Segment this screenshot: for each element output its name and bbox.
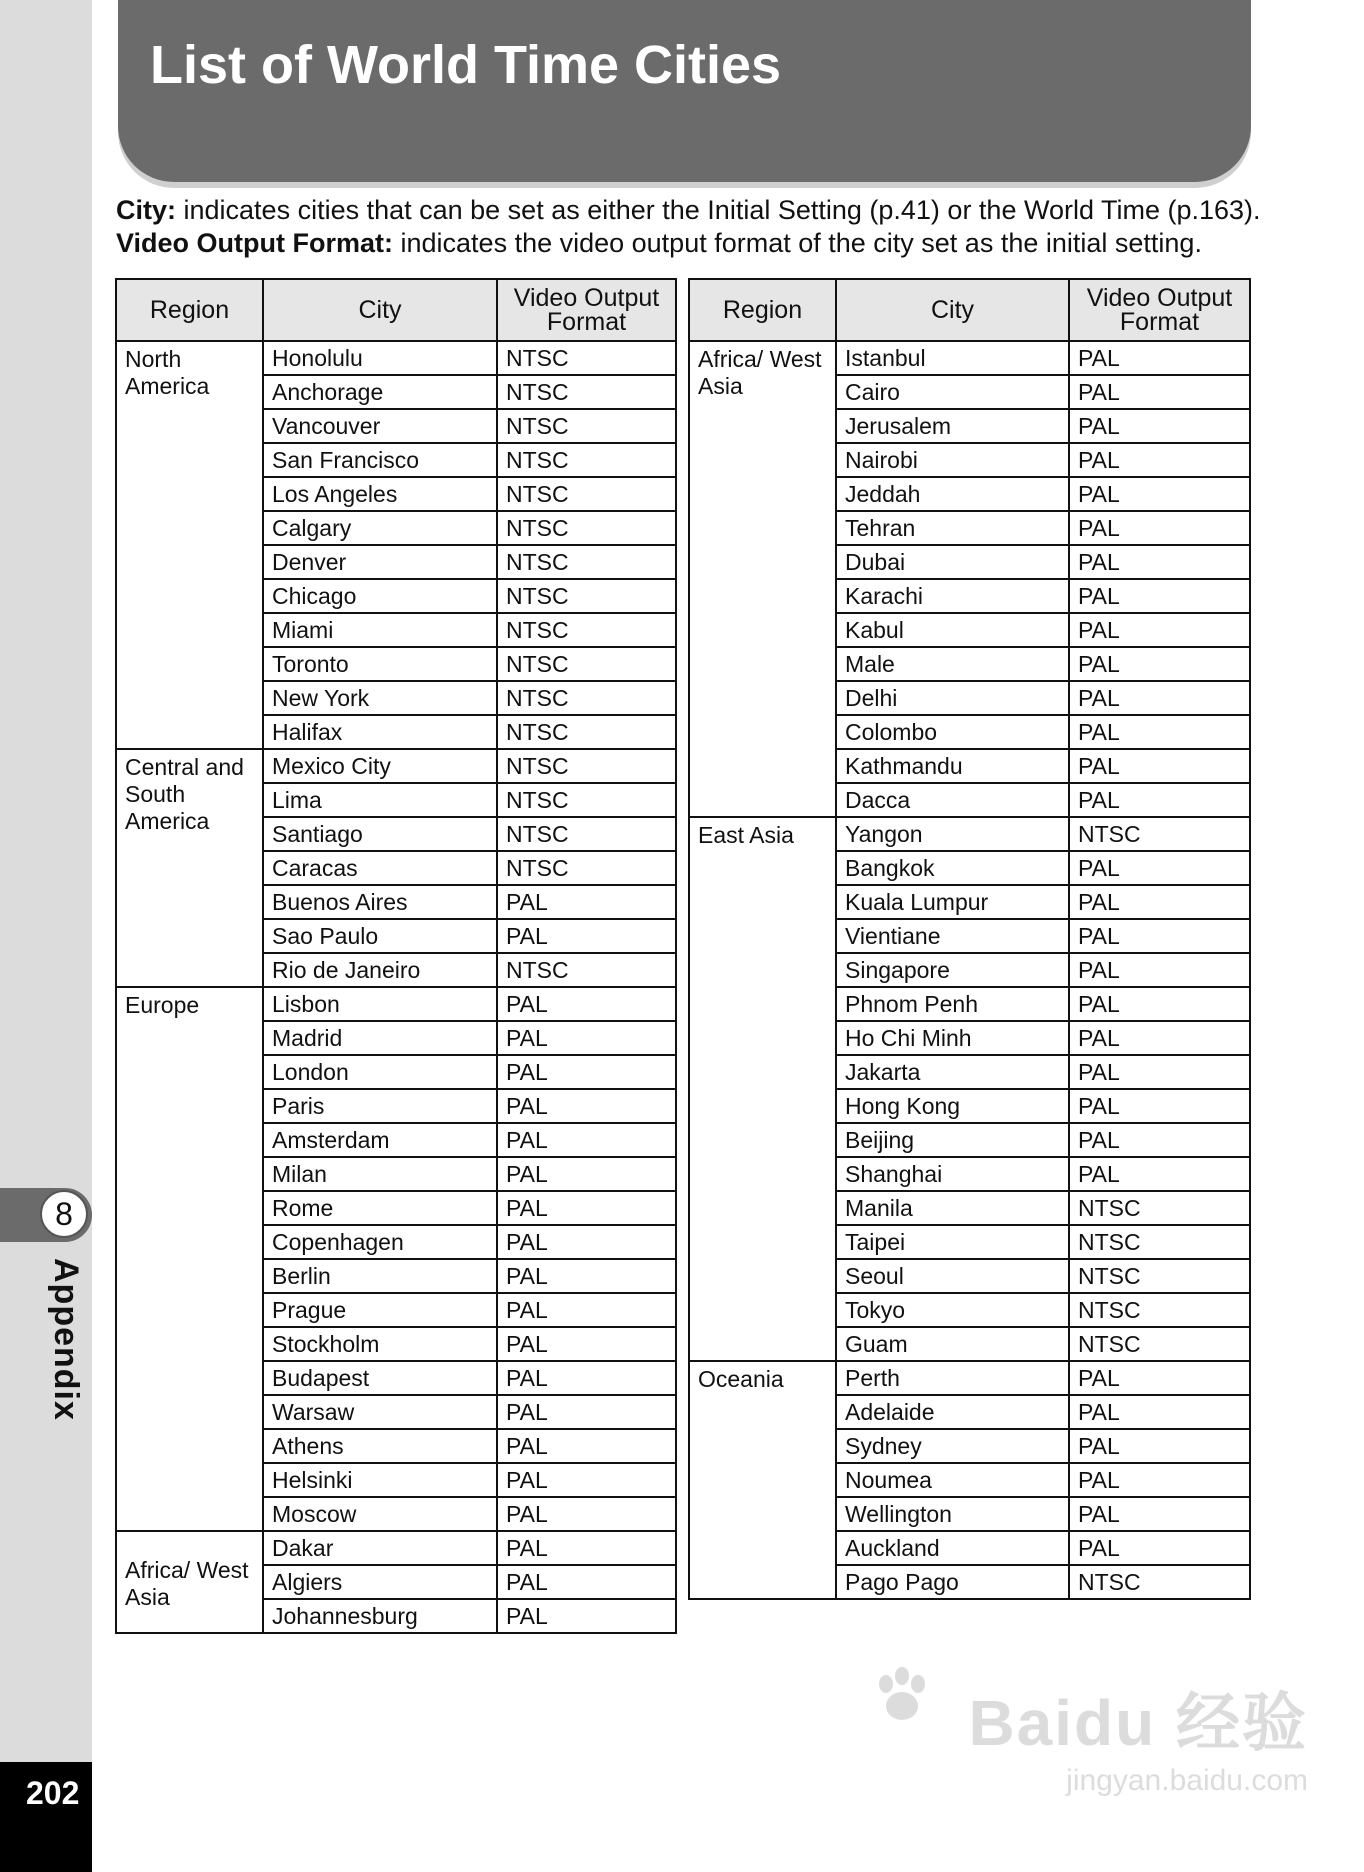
table-row [116,1531,676,1565]
city-cell: London [263,1055,497,1089]
video-format-cell: PAL [1069,511,1250,545]
city-cell: Jakarta [836,1055,1069,1089]
video-format-cell: PAL [497,919,676,953]
city-cell: Madrid [263,1021,497,1055]
video-format-cell: PAL [497,1021,676,1055]
city-cell: Dakar [263,1531,497,1565]
city-column-header: City [263,279,497,341]
city-cell: Hong Kong [836,1089,1069,1123]
video-format-cell: NTSC [1069,1327,1250,1361]
video-format-cell: PAL [497,1157,676,1191]
chapter-label: Appendix [47,1258,85,1421]
video-format-cell: PAL [1069,341,1250,375]
city-cell: Vancouver [263,409,497,443]
city-cell: Stockholm [263,1327,497,1361]
city-cell: Warsaw [263,1395,497,1429]
city-cell: Algiers [263,1565,497,1599]
city-cell: Budapest [263,1361,497,1395]
city-cell: Lima [263,783,497,817]
video-format-cell: PAL [497,1395,676,1429]
world-time-table-right [688,278,1251,1600]
video-format-cell: NTSC [497,443,676,477]
video-format-cell: PAL [497,1259,676,1293]
city-description: indicates cities that can be set as either the Initial Setting (p.41) or the World Time (p.163). [176,195,1261,225]
video-format-definition [116,227,1261,260]
video-format-cell: PAL [1069,681,1250,715]
video-format-cell: PAL [1069,715,1250,749]
watermark-logo-text: Baidu 经验 [968,1687,1308,1759]
city-cell: Noumea [836,1463,1069,1497]
city-cell: Jeddah [836,477,1069,511]
video-format-cell: NTSC [497,715,676,749]
video-format-cell: NTSC [497,477,676,511]
city-cell: Shanghai [836,1157,1069,1191]
video-format-cell: PAL [497,1327,676,1361]
video-format-cell: PAL [497,885,676,919]
video-format-cell: NTSC [497,375,676,409]
city-cell: San Francisco [263,443,497,477]
city-cell: Halifax [263,715,497,749]
video-format-cell: NTSC [1069,817,1250,851]
baidu-watermark [968,1672,1308,1798]
city-label: City: [116,195,176,225]
region-cell: Europe [116,987,263,1531]
city-cell: Kuala Lumpur [836,885,1069,919]
table-row [689,817,1250,851]
video-format-cell: PAL [497,1429,676,1463]
video-format-cell: PAL [1069,1089,1250,1123]
table-row [116,987,676,1021]
city-cell: Helsinki [263,1463,497,1497]
city-cell: Nairobi [836,443,1069,477]
region-cell: North America [116,341,263,749]
video-format-cell: NTSC [1069,1293,1250,1327]
city-cell: Prague [263,1293,497,1327]
city-cell: Dacca [836,783,1069,817]
city-cell: Dubai [836,545,1069,579]
city-cell: Rio de Janeiro [263,953,497,987]
city-cell: Yangon [836,817,1069,851]
city-cell: Kathmandu [836,749,1069,783]
city-cell: Adelaide [836,1395,1069,1429]
city-cell: Amsterdam [263,1123,497,1157]
video-format-cell: PAL [1069,1021,1250,1055]
video-format-cell: PAL [1069,987,1250,1021]
region-cell: Central and South America [116,749,263,987]
video-format-cell: NTSC [497,681,676,715]
table-row [116,749,676,783]
city-cell: Kabul [836,613,1069,647]
city-cell: Taipei [836,1225,1069,1259]
video-format-cell: PAL [497,1463,676,1497]
video-format-cell: NTSC [497,511,676,545]
city-cell: Milan [263,1157,497,1191]
city-cell: Sao Paulo [263,919,497,953]
video-format-cell: PAL [1069,1157,1250,1191]
city-cell: Calgary [263,511,497,545]
city-cell: Miami [263,613,497,647]
video-format-cell: PAL [497,1361,676,1395]
table-row [689,1361,1250,1395]
region-column-header: Region [689,279,836,341]
city-cell: Buenos Aires [263,885,497,919]
video-format-label: Video Output Format: [116,228,393,258]
city-cell: Rome [263,1191,497,1225]
video-format-cell: PAL [1069,1497,1250,1531]
video-format-cell: NTSC [497,749,676,783]
city-cell: Paris [263,1089,497,1123]
world-time-table-left [115,278,677,1634]
page-number: 202 [26,1775,80,1811]
city-definition [116,194,1261,227]
city-cell: Guam [836,1327,1069,1361]
city-cell: Manila [836,1191,1069,1225]
video-format-cell: NTSC [1069,1191,1250,1225]
video-format-cell: PAL [497,1599,676,1633]
city-cell: Vientiane [836,919,1069,953]
city-cell: Denver [263,545,497,579]
video-format-cell: PAL [497,1531,676,1565]
page-title: List of World Time Cities [150,35,782,95]
city-cell: Tehran [836,511,1069,545]
video-format-cell: PAL [1069,885,1250,919]
region-cell: Africa/ West Asia [116,1531,263,1633]
city-cell: Chicago [263,579,497,613]
video-format-cell: PAL [497,1191,676,1225]
city-cell: Athens [263,1429,497,1463]
city-cell: Anchorage [263,375,497,409]
city-cell: Toronto [263,647,497,681]
video-format-cell: NTSC [497,579,676,613]
city-cell: Berlin [263,1259,497,1293]
video-format-cell: PAL [1069,375,1250,409]
watermark-url: jingyan.baidu.com [1066,1764,1308,1797]
video-format-cell: PAL [1069,1361,1250,1395]
city-cell: Ho Chi Minh [836,1021,1069,1055]
video-format-cell: NTSC [497,545,676,579]
video-format-column-header: Video Output Format [497,279,676,341]
city-cell: Jerusalem [836,409,1069,443]
video-format-cell: PAL [497,1565,676,1599]
region-cell: Oceania [689,1361,836,1599]
table-row [116,341,676,375]
region-cell: East Asia [689,817,836,1361]
video-format-cell: PAL [1069,647,1250,681]
video-format-cell: PAL [1069,1395,1250,1429]
city-cell: Cairo [836,375,1069,409]
video-format-cell: NTSC [1069,1565,1250,1599]
video-format-cell: PAL [497,1225,676,1259]
video-format-cell: NTSC [497,783,676,817]
video-format-cell: PAL [1069,1463,1250,1497]
paw-print-icon [872,1666,932,1726]
city-cell: Santiago [263,817,497,851]
city-cell: Copenhagen [263,1225,497,1259]
video-format-cell: PAL [497,1055,676,1089]
table-header-row [689,279,1250,341]
city-cell: Singapore [836,953,1069,987]
video-format-cell: PAL [497,1123,676,1157]
video-format-cell: PAL [1069,1531,1250,1565]
city-column-header: City [836,279,1069,341]
video-format-cell: PAL [1069,613,1250,647]
city-cell: Moscow [263,1497,497,1531]
city-cell: Mexico City [263,749,497,783]
city-cell: Phnom Penh [836,987,1069,1021]
city-cell: Karachi [836,579,1069,613]
intro-text [116,194,1261,260]
video-format-cell: PAL [497,987,676,1021]
city-cell: Honolulu [263,341,497,375]
video-format-cell: PAL [497,1497,676,1531]
city-cell: Lisbon [263,987,497,1021]
video-format-cell: NTSC [497,647,676,681]
city-cell: Caracas [263,851,497,885]
video-format-cell: PAL [1069,545,1250,579]
city-cell: Sydney [836,1429,1069,1463]
video-format-cell: PAL [1069,1429,1250,1463]
city-cell: Wellington [836,1497,1069,1531]
video-format-cell: NTSC [497,341,676,375]
city-cell: Pago Pago [836,1565,1069,1599]
video-format-cell: NTSC [497,409,676,443]
city-cell: Seoul [836,1259,1069,1293]
city-cell: Beijing [836,1123,1069,1157]
city-cell: Auckland [836,1531,1069,1565]
city-cell: Perth [836,1361,1069,1395]
city-cell: Johannesburg [263,1599,497,1633]
video-format-cell: NTSC [497,613,676,647]
video-format-cell: PAL [1069,749,1250,783]
video-format-cell: PAL [497,1293,676,1327]
video-format-cell: PAL [497,1089,676,1123]
video-format-cell: NTSC [497,817,676,851]
city-cell: Los Angeles [263,477,497,511]
video-format-cell: NTSC [497,851,676,885]
video-format-cell: PAL [1069,579,1250,613]
region-column-header: Region [116,279,263,341]
video-format-description: indicates the video output format of the city set as the initial setting. [393,228,1202,258]
video-format-cell: PAL [1069,919,1250,953]
city-cell: Bangkok [836,851,1069,885]
city-cell: Istanbul [836,341,1069,375]
city-cell: Colombo [836,715,1069,749]
video-format-cell: PAL [1069,783,1250,817]
city-cell: New York [263,681,497,715]
video-format-cell: NTSC [1069,1259,1250,1293]
video-format-cell: PAL [1069,851,1250,885]
video-format-cell: PAL [1069,443,1250,477]
video-format-column-header: Video Output Format [1069,279,1250,341]
table-row [689,341,1250,375]
table-header-row [116,279,676,341]
city-cell: Delhi [836,681,1069,715]
video-format-cell: NTSC [497,953,676,987]
video-format-cell: PAL [1069,1055,1250,1089]
chapter-number: 8 [40,1190,88,1238]
video-format-cell: NTSC [1069,1225,1250,1259]
video-format-cell: PAL [1069,409,1250,443]
city-cell: Male [836,647,1069,681]
city-cell: Tokyo [836,1293,1069,1327]
sidebar [0,0,92,1872]
region-cell: Africa/ West Asia [689,341,836,817]
video-format-cell: PAL [1069,953,1250,987]
video-format-cell: PAL [1069,1123,1250,1157]
video-format-cell: PAL [1069,477,1250,511]
